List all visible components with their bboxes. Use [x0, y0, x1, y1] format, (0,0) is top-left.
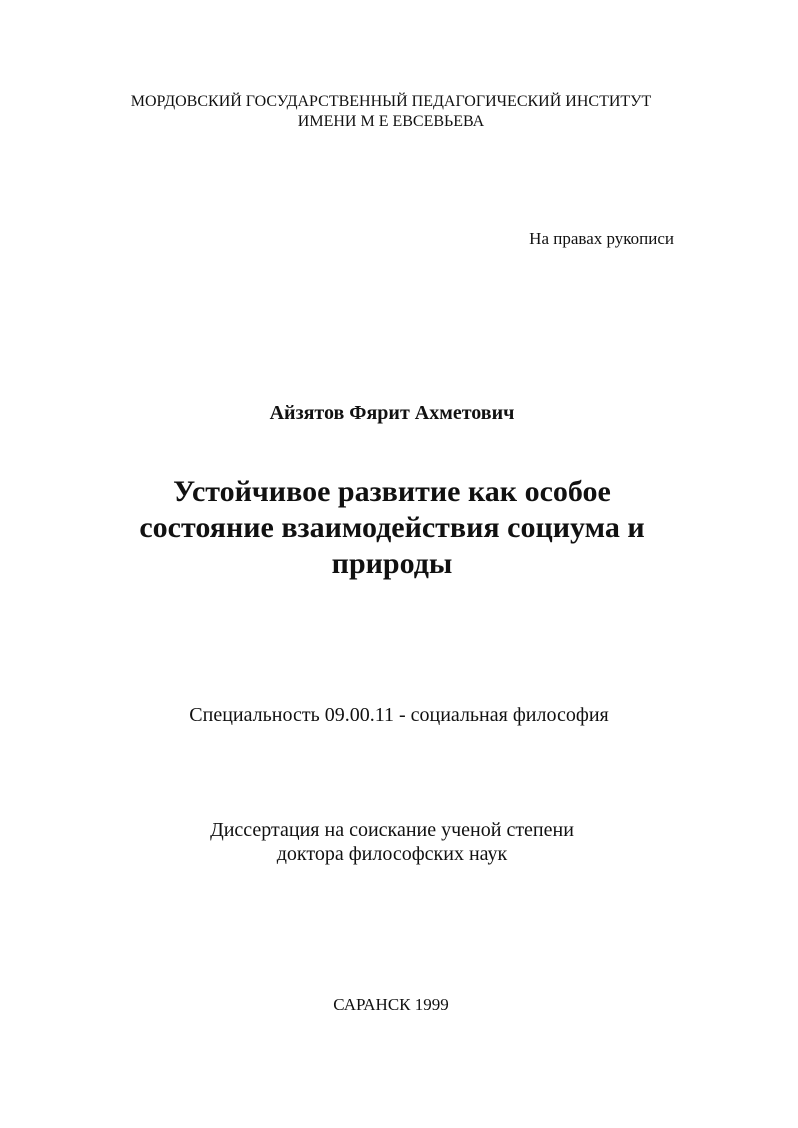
manuscript-rights-note: На правах рукописи [529, 229, 674, 248]
degree-statement [0, 818, 784, 866]
city-year: САРАНСК 1999 [333, 995, 449, 1014]
institute-name-line-2: ИМЕНИ М Е ЕВСЕВЬЕВА [297, 113, 485, 130]
degree-line-1: Диссертация на соискание ученой степени [210, 819, 574, 841]
dissertation-title [0, 474, 784, 582]
title-line-3: природы [331, 547, 453, 580]
author-name: Айзятов Фярит Ахметович [269, 402, 515, 424]
title-line-1: Устойчивое развитие как особое [173, 475, 611, 508]
degree-line-2: доктора философских наук [276, 843, 508, 865]
specialty-line: Специальность 09.00.11 - социальная философия [189, 704, 609, 726]
title-line-2: состояние взаимодействия социума и [139, 511, 645, 544]
institute-name-line-1: МОРДОВСКИЙ ГОСУДАРСТВЕННЫЙ ПЕДАГОГИЧЕСКИЙ ИНСТИТУТ [130, 93, 652, 110]
